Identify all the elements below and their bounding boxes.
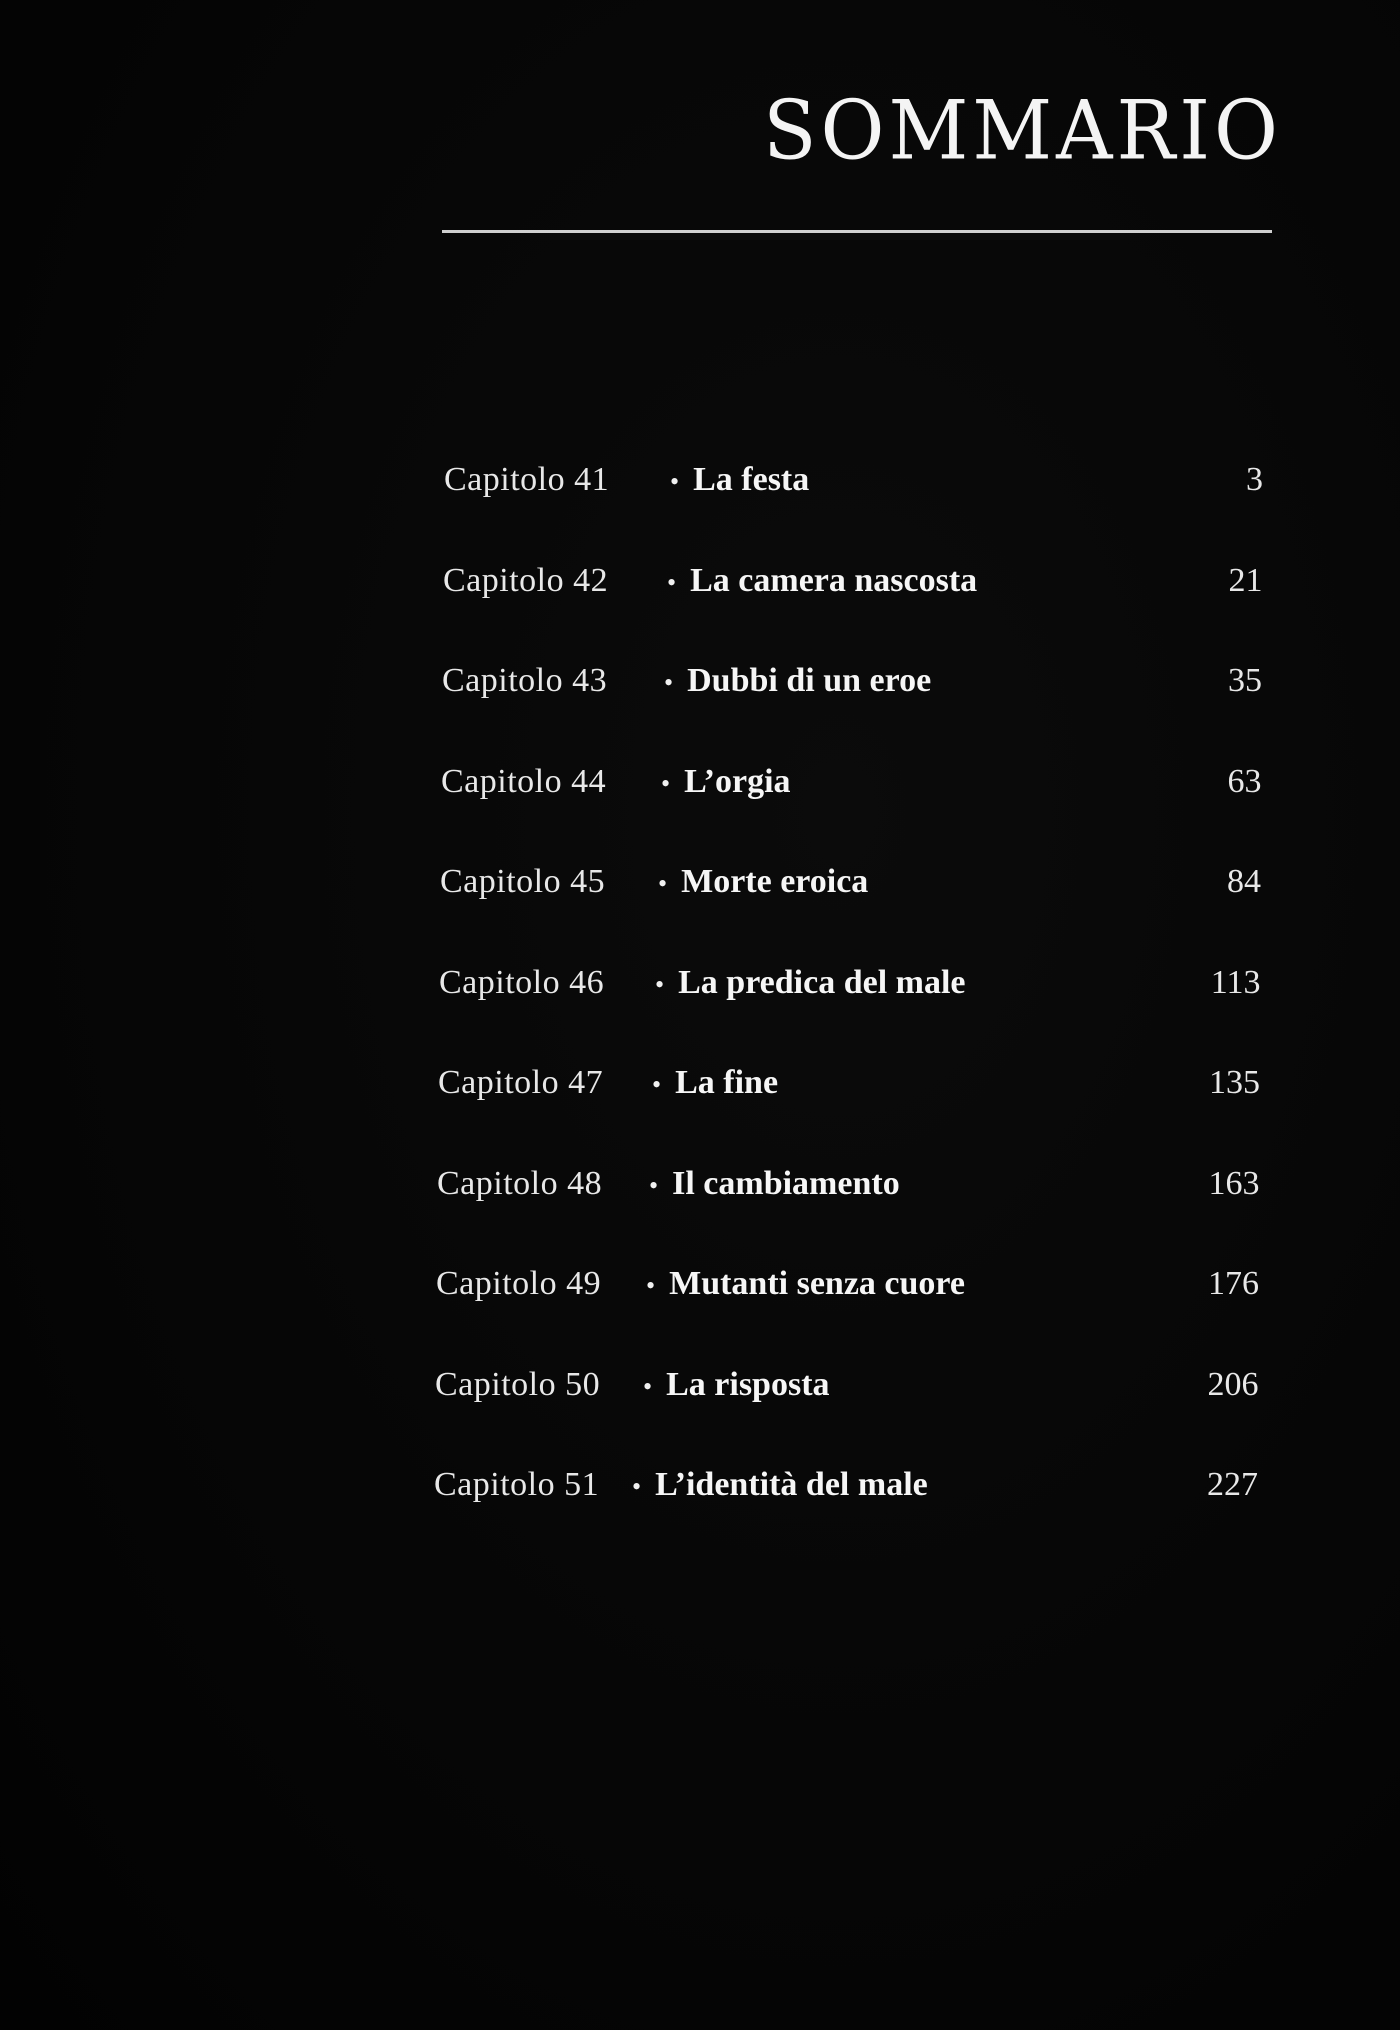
toc-row[interactable] <box>0 1053 1400 1113</box>
bullet-separator: • <box>670 467 680 496</box>
page-title: SOMMARIO <box>763 83 1282 179</box>
toc-chapter-title: La predica del male <box>678 963 966 1001</box>
toc-row[interactable] <box>0 1455 1400 1515</box>
toc-chapter-title: La fine <box>675 1064 779 1101</box>
toc-page-number: 206 <box>1207 1365 1259 1403</box>
bullet-separator: • <box>652 1070 662 1099</box>
toc-chapter-number: Capitolo 47 <box>438 1064 604 1101</box>
toc-page-number: 21 <box>1228 561 1263 599</box>
toc-row[interactable] <box>0 551 1400 611</box>
toc-chapter-number: Capitolo 41 <box>444 461 610 498</box>
toc-chapter-number: Capitolo 45 <box>440 863 606 900</box>
toc-row[interactable] <box>0 450 1400 510</box>
toc-page-number: 35 <box>1228 662 1262 699</box>
toc-chapter-number: Capitolo 50 <box>435 1365 601 1403</box>
toc-chapter-number: Capitolo 46 <box>439 963 605 1001</box>
toc-row[interactable] <box>0 752 1400 812</box>
toc-page-number: 176 <box>1208 1265 1259 1302</box>
bullet-separator: • <box>655 969 665 999</box>
toc-chapter-title: La risposta <box>666 1365 830 1403</box>
toc-row[interactable] <box>0 1355 1400 1415</box>
toc-row[interactable] <box>0 651 1400 711</box>
bullet-separator: • <box>646 1271 656 1300</box>
toc-page-number: 135 <box>1209 1064 1260 1101</box>
toc-chapter-title: Il cambiamento <box>672 1164 900 1202</box>
bullet-separator: • <box>643 1371 653 1401</box>
toc-row[interactable] <box>0 852 1400 912</box>
toc-chapter-title: L’orgia <box>684 762 791 800</box>
toc-page-number: 63 <box>1227 762 1262 800</box>
toc-row[interactable] <box>0 1254 1400 1314</box>
toc-row[interactable] <box>0 953 1400 1013</box>
toc-chapter-number: Capitolo 44 <box>441 762 607 800</box>
toc-chapter-number: Capitolo 49 <box>436 1265 602 1302</box>
toc-page-number: 227 <box>1207 1466 1258 1503</box>
title-divider <box>442 230 1272 233</box>
toc-page-number: 84 <box>1227 863 1261 900</box>
bullet-separator: • <box>667 567 677 597</box>
toc-chapter-number: Capitolo 51 <box>434 1466 600 1503</box>
toc-chapter-title: Morte eroica <box>681 863 869 900</box>
toc-chapter-title: Mutanti senza cuore <box>669 1265 965 1302</box>
toc-page-number: 163 <box>1208 1164 1260 1202</box>
toc-chapter-title: L’identità del male <box>655 1466 928 1503</box>
toc-chapter-title: La camera nascosta <box>690 561 978 599</box>
toc-chapter-title: La festa <box>693 461 810 498</box>
bullet-separator: • <box>649 1170 659 1200</box>
toc-chapter-number: Capitolo 48 <box>437 1164 603 1202</box>
bullet-separator: • <box>632 1472 642 1501</box>
toc-page-number: 113 <box>1210 963 1261 1001</box>
toc-row[interactable] <box>0 1154 1400 1214</box>
bullet-separator: • <box>664 668 674 697</box>
toc-chapter-title: Dubbi di un eroe <box>687 662 932 699</box>
toc-chapter-number: Capitolo 42 <box>443 561 609 599</box>
bullet-separator: • <box>661 768 671 798</box>
bullet-separator: • <box>658 869 668 898</box>
toc-page-number: 3 <box>1246 461 1263 498</box>
toc-chapter-number: Capitolo 43 <box>442 662 608 699</box>
